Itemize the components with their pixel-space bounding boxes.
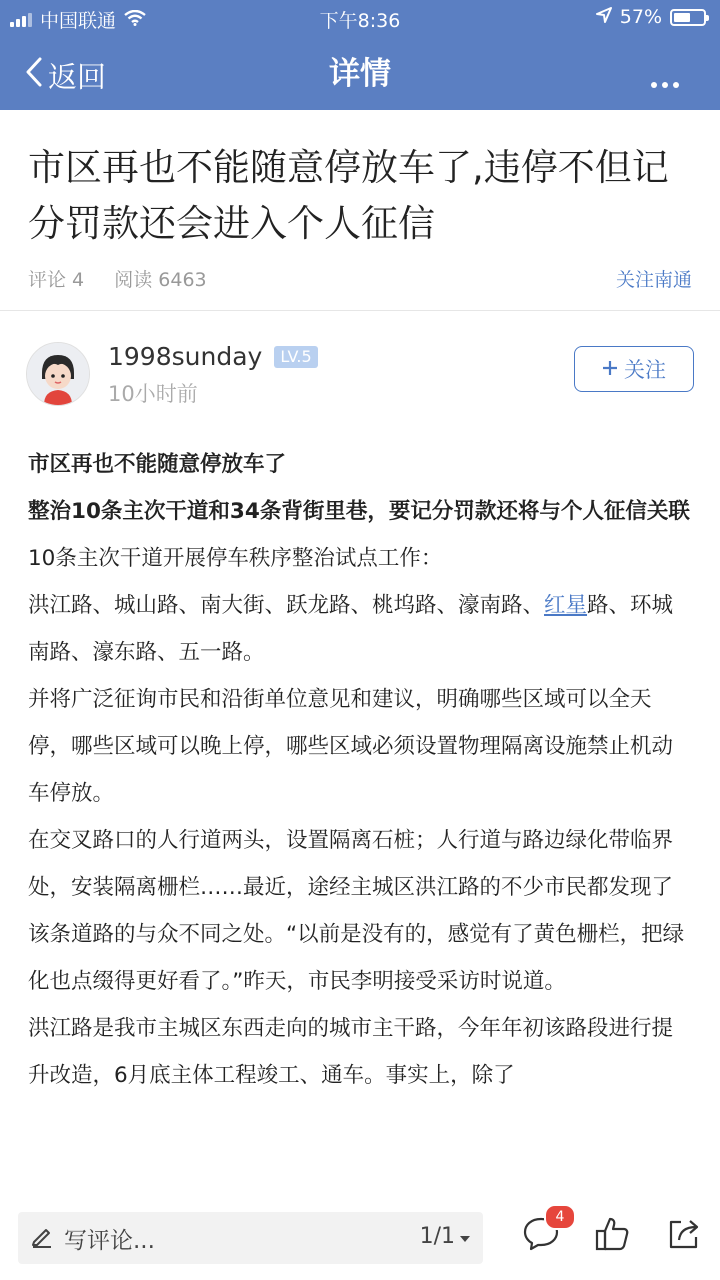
content-paragraph: 10条主次干道开展停车秩序整治试点工作： <box>28 546 443 571</box>
page-selector[interactable] <box>420 1224 471 1249</box>
back-label: 返回 <box>48 59 107 94</box>
level-badge: LV.5 <box>274 346 317 368</box>
article-body <box>28 441 692 1099</box>
status-bar <box>0 0 720 36</box>
nav-bar <box>0 40 720 110</box>
content-heading-2: 整治10条主次干道和34条背街里巷，要记分罚款还将与个人征信关联 <box>28 499 690 524</box>
content-paragraph: 洪江路是我市主城区东西走向的城市主干路，今年年初该路段进行提升改造，6月底主体工程竣工、通车。事实上，除了 <box>28 1016 674 1088</box>
article-meta <box>28 265 692 292</box>
article-title: 市区再也不能随意停放车了,违停不但记分罚款还会进入个人征信 <box>28 146 669 245</box>
roads-text-a: 洪江路、城山路、南大街、跃龙路、桃坞路、濠南路、 <box>28 593 545 618</box>
comment-badge: 4 <box>544 1204 576 1230</box>
top-bar <box>0 0 720 110</box>
page-indicator: 1/1 <box>419 1224 455 1249</box>
content-heading-1: 市区再也不能随意停放车了 <box>28 452 287 477</box>
comment-placeholder: 写评论... <box>64 1227 155 1254</box>
content-paragraph-roads <box>28 582 692 676</box>
caret-down-icon <box>459 1224 471 1249</box>
author-name-text: 1998sunday <box>108 342 263 371</box>
content-paragraph: 并将广泛征询市民和沿街单位意见和建议，明确哪些区域可以全天停，哪些区域可以晚上停，哪些区域必须设置物理隔离设施禁止机动车停放。 <box>28 687 674 806</box>
battery-percent: 57% <box>619 6 662 28</box>
more-icon[interactable] <box>650 63 680 96</box>
comment-icon <box>522 1237 560 1256</box>
carrier-label: 中国联通 <box>40 10 117 32</box>
author-row <box>26 342 694 408</box>
read-count-label: 阅读 6463 <box>114 269 207 291</box>
follow-button[interactable] <box>574 346 694 392</box>
comment-input[interactable] <box>18 1212 483 1264</box>
share-button[interactable] <box>666 1216 708 1258</box>
bottom-bar <box>0 1200 720 1280</box>
content-paragraph: 在交叉路口的人行道两头，设置隔离石桩；人行道与路边绿化带临界处，安装隔离栅栏……最近，途经主城区洪江路的不少市民都发现了该条道路的与众不同之处。“以前是没有的，感觉有了黄色栅栏，把绿化也点缀得更好看了。”昨天，市民李明接受采访时说道。 <box>28 828 685 994</box>
author-name[interactable] <box>108 342 318 371</box>
comments-button[interactable] <box>522 1209 565 1258</box>
follow-label: 关注 <box>624 358 666 382</box>
like-icon <box>594 1237 630 1256</box>
plus-icon <box>602 357 618 381</box>
battery-fill <box>674 13 690 22</box>
road-link[interactable]: 红星 <box>544 593 588 618</box>
location-icon <box>596 6 612 28</box>
comment-count-label: 评论 4 <box>28 269 85 291</box>
like-button[interactable] <box>594 1216 636 1258</box>
divider <box>0 310 720 311</box>
follow-region-link[interactable]: 关注南通 <box>615 269 692 291</box>
share-icon <box>666 1237 702 1256</box>
status-time: 下午8:36 <box>319 10 401 32</box>
post-time: 10小时前 <box>108 382 198 406</box>
roads-text-b: 路、环城南路、濠东路、五一路。 <box>28 593 674 665</box>
battery-icon <box>670 9 706 26</box>
page-title: 详情 <box>329 56 391 92</box>
avatar[interactable] <box>26 342 90 406</box>
pencil-icon <box>30 1224 54 1252</box>
